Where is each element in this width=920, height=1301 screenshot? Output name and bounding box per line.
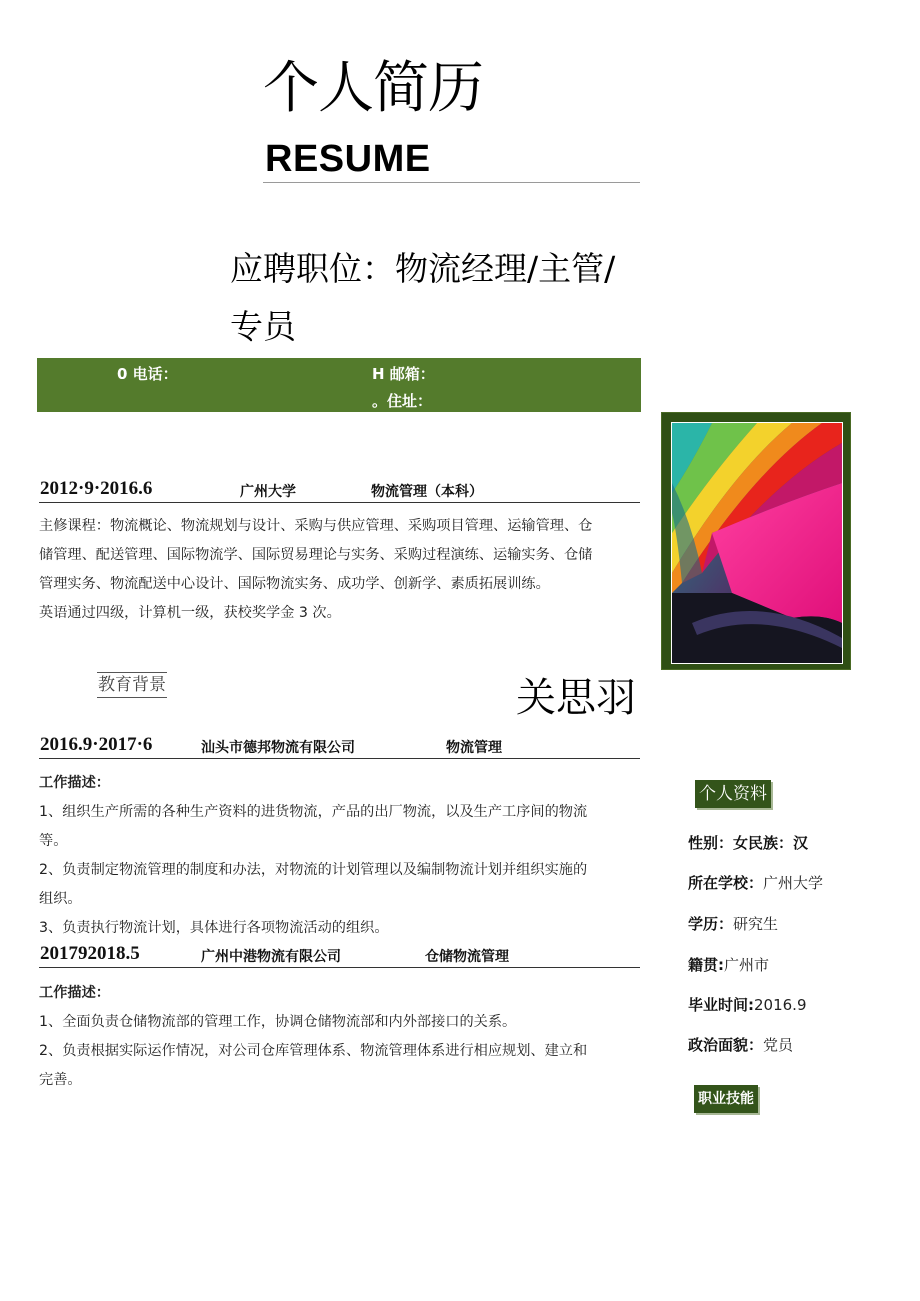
origin-value: 广州市 xyxy=(724,956,770,974)
job-description xyxy=(39,769,644,943)
education-details xyxy=(39,512,644,628)
contact-bar xyxy=(37,358,641,412)
job-header xyxy=(39,734,640,759)
job-position-line-2: 专员 xyxy=(230,307,296,346)
degree-info xyxy=(688,913,778,934)
skills-section-title: 职业技能 xyxy=(694,1085,758,1113)
origin-info xyxy=(688,954,769,975)
job-date: 2016.9·2017·6 xyxy=(40,734,153,755)
graduation-label: 毕业时间: xyxy=(688,996,754,1014)
graduation-info xyxy=(688,994,807,1015)
gender-ethnicity xyxy=(688,832,808,853)
job-desc-line: 等。 xyxy=(39,833,68,849)
candidate-name: 关思羽 xyxy=(516,675,636,721)
job-desc-line: 完善。 xyxy=(39,1072,82,1088)
school-label: 所在学校： xyxy=(688,874,764,892)
education-line: 主修课程：物流概论、物流规划与设计、采购与供应管理、采购项目管理、运输管理、仓 xyxy=(39,518,593,534)
education-date: 2012·9·2016.6 xyxy=(40,478,153,499)
job-description xyxy=(39,979,644,1095)
abstract-color-photo xyxy=(672,423,842,663)
job-desc-line: 3、负责执行物流计划，具体进行各项物流活动的组织。 xyxy=(39,920,389,936)
job-desc-line: 1、全面负责仓储物流部的管理工作，协调仓储物流部和内外部接口的关系。 xyxy=(39,1014,517,1030)
political-info xyxy=(688,1034,793,1055)
resume-title-en: RESUME xyxy=(265,138,431,180)
job-position xyxy=(230,240,650,356)
degree-label: 学历： xyxy=(688,915,734,933)
phone-label: 0 电话： xyxy=(117,365,178,383)
job-date: 201792018.5 xyxy=(40,943,140,964)
political-value: 党员 xyxy=(763,1036,794,1054)
address-label: 。住址： xyxy=(372,392,433,410)
job-desc-line: 1、组织生产所需的各种生产资料的进货物流，产品的出厂物流，以及生产工序间的物流 xyxy=(39,804,588,820)
job-desc-title: 工作描述： xyxy=(39,775,110,791)
education-line: 英语通过四级，计算机一级，获校奖学金 3 次。 xyxy=(39,605,341,621)
political-label: 政治面貌： xyxy=(688,1036,764,1054)
job-company: 广州中港物流有限公司 xyxy=(201,949,341,965)
resume-title-cn: 个人简历 xyxy=(263,56,483,121)
job-desc-title: 工作描述： xyxy=(39,985,110,1001)
title-divider xyxy=(263,182,640,183)
education-section-label: 教育背景 xyxy=(97,672,167,698)
degree-value: 研究生 xyxy=(733,915,779,933)
job-company: 汕头市德邦物流有限公司 xyxy=(201,740,355,756)
education-school: 广州大学 xyxy=(240,484,296,500)
education-line: 管理实务、物流配送中心设计、国际物流实务、成功学、创新学、素质拓展训练。 xyxy=(39,576,550,592)
job-desc-line: 组织。 xyxy=(39,891,82,907)
job-desc-line: 2、负责制定物流管理的制度和办法，对物流的计划管理以及编制物流计划并组织实施的 xyxy=(39,862,588,878)
school-value: 广州大学 xyxy=(763,874,824,892)
email-label: H 邮箱： xyxy=(372,365,435,383)
education-line: 储管理、配送管理、国际物流学、国际贸易理论与实务、采购过程演练、运输实务、仓储 xyxy=(39,547,593,563)
job-desc-line: 2、负责根据实际运作情况，对公司仓库管理体系、物流管理体系进行相应规划、建立和 xyxy=(39,1043,588,1059)
education-header xyxy=(39,478,640,503)
job-role: 仓储物流管理 xyxy=(425,949,509,965)
job-header xyxy=(39,943,640,968)
profile-photo xyxy=(671,422,843,664)
school-info xyxy=(688,872,823,893)
job-role: 物流管理 xyxy=(446,740,502,756)
profile-section-title: 个人资料 xyxy=(695,780,771,808)
education-major: 物流管理（本科） xyxy=(371,484,483,500)
gender-ethnicity-label: 性别：女民族：汉 xyxy=(688,834,809,852)
job-position-line-1: 应聘职位：物流经理/主管/ xyxy=(230,249,616,288)
origin-label: 籍贯: xyxy=(688,956,724,974)
graduation-value: 2016.9 xyxy=(754,996,807,1014)
profile-photo-frame xyxy=(661,412,851,670)
